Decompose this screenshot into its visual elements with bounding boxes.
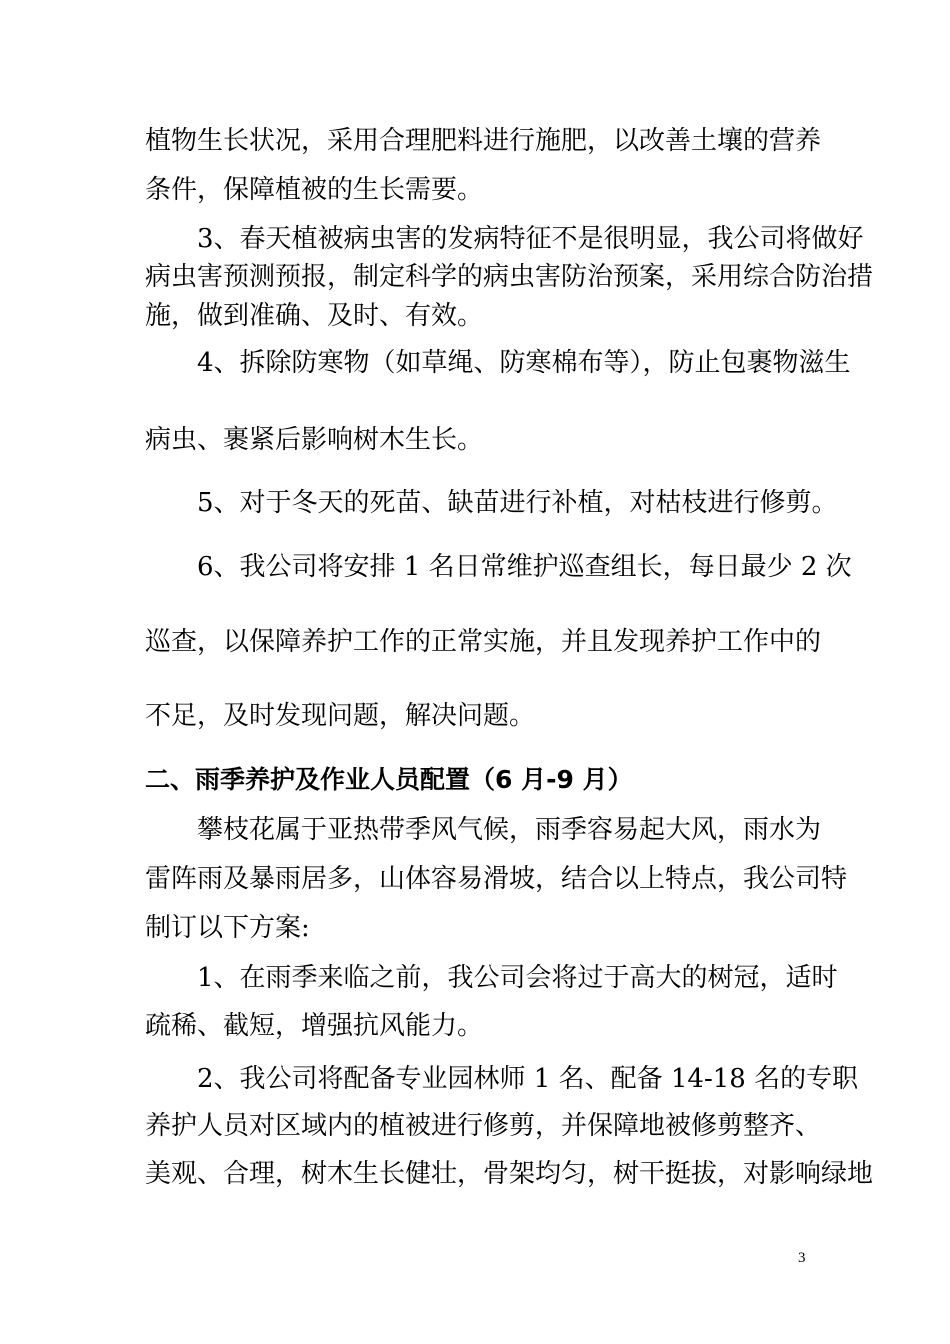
body-text-line: 不足，及时发现问题，解决问题。 <box>145 701 536 731</box>
body-text-line: 病虫害预测预报，制定科学的病虫害防治预案，采用综合防治措 <box>145 262 874 292</box>
body-text-line: 养护人员对区域内的植被进行修剪，并保障地被修剪整齐、 <box>145 1111 822 1141</box>
body-text-line: 雷阵雨及暴雨居多，山体容易滑坡，结合以上特点，我公司特 <box>145 864 848 894</box>
body-text-line: 制订以下方案: <box>145 913 310 943</box>
body-text-line: 病虫、裹紧后影响树木生长。 <box>145 425 484 455</box>
paragraph-1-line: 1、在雨季来临之前，我公司会将过于高大的树冠，适时 <box>197 963 838 993</box>
body-text-line: 美观、合理，树木生长健壮，骨架均匀，树干挺拔，对影响绿地 <box>145 1159 874 1189</box>
page-number: 3 <box>798 1250 806 1266</box>
body-text-line: 条件，保障植被的生长需要。 <box>145 175 484 205</box>
paragraph-5-line: 5、对于冬天的死苗、缺苗进行补植，对枯枝进行修剪。 <box>197 488 838 518</box>
paragraph-3-line: 3、春天植被病虫害的发病特征不是很明显，我公司将做好 <box>197 224 864 254</box>
paragraph-intro-line: 攀枝花属于亚热带季风气候，雨季容易起大风，雨水为 <box>197 815 822 845</box>
body-text-line: 植物生长状况，采用合理肥料进行施肥，以改善土壤的营养 <box>145 126 822 156</box>
paragraph-6-line: 6、我公司将安排 1 名日常维护巡查组长，每日最少 2 次 <box>197 552 852 582</box>
section-heading: 二、雨季养护及作业人员配置（6 月-9 月） <box>145 765 633 794</box>
body-text-line: 疏稀、截短，增强抗风能力。 <box>145 1011 484 1041</box>
paragraph-4-line: 4、拆除防寒物（如草绳、防寒棉布等），防止包裹物滋生 <box>197 348 851 378</box>
body-text-line: 巡查，以保障养护工作的正常实施，并且发现养护工作中的 <box>145 627 822 657</box>
body-text-line: 施，做到准确、及时、有效。 <box>145 301 484 331</box>
paragraph-2-line: 2、我公司将配备专业园林师 1 名、配备 14-18 名的专职 <box>197 1064 859 1094</box>
